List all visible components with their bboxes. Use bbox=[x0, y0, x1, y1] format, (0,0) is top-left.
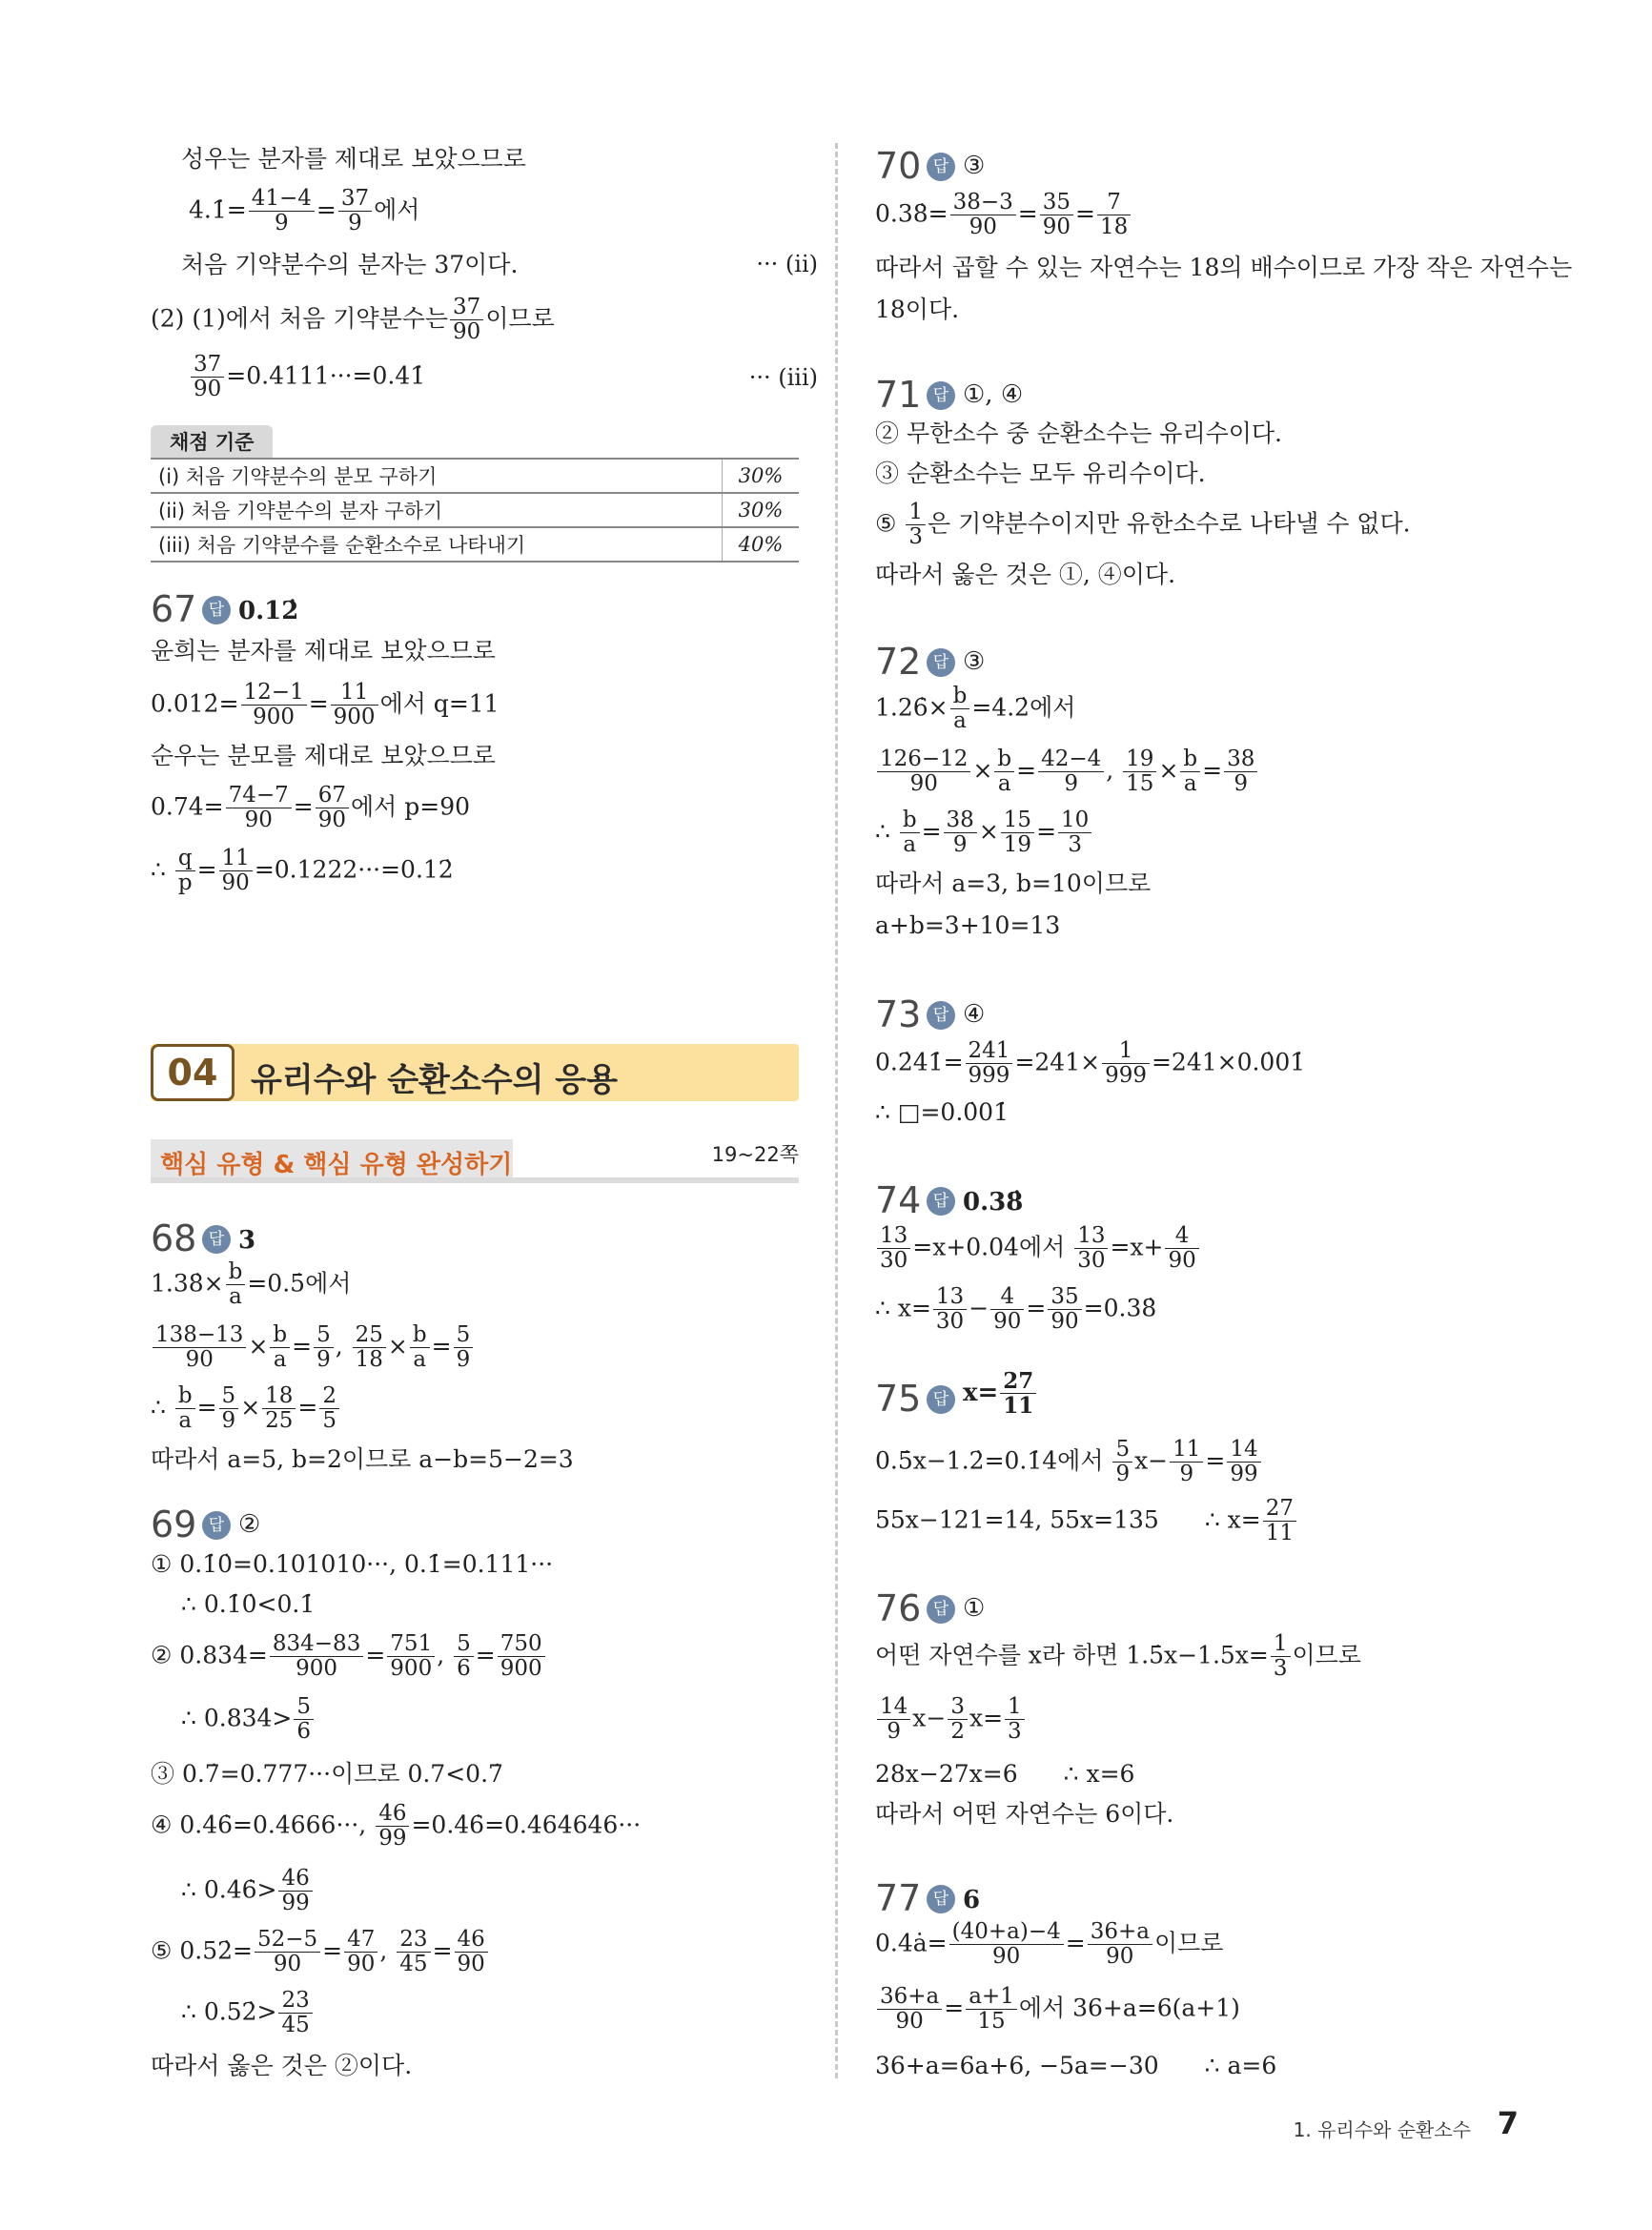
subsection-title: 핵심 유형 & 핵심 유형 완성하기 bbox=[160, 1151, 513, 1179]
table-row: (i) 처음 기약분수의 분모 구하기 30% bbox=[151, 458, 799, 492]
text-line: 따라서 옳은 것은 ①, ④이다. bbox=[875, 561, 1176, 588]
answer: 0.12̇ bbox=[238, 597, 299, 625]
equation-line: ∴ $\frac{q}{p}$ = $\frac{11}{90}$ =0.1222···=0.12̇ bbox=[151, 846, 454, 896]
equation-line: $\frac{13}{30}$ =x+0.04̇에서 $\frac{13}{30}$ =x+ $\frac{4}{90}$ bbox=[875, 1224, 1201, 1274]
equation-line: 0.74̇= $\frac{74-7}{90}$ = $\frac{67}{90}$ 에서 p=90 bbox=[151, 783, 471, 833]
equation-line: 0.38̇= $\frac{38-3}{90}$ = $\frac{35}{90}$ = $\frac{7}{18}$ bbox=[875, 191, 1132, 240]
text-line: ② 무한소수 중 순환소수는 유리수이다. bbox=[875, 419, 1282, 447]
text-line: ③ 0.7̇=0.777···이므로 0.7<0.7̇ bbox=[151, 1760, 503, 1788]
chapter-footer: 1. 유리수와 순환소수 bbox=[1293, 2118, 1471, 2141]
text-line: a+b=3+10=13 bbox=[875, 911, 1061, 939]
equation-line: ⑤ $\frac{1}{3}$ 은 기약분수이지만 유한소수로 나타낼 수 없다. bbox=[875, 500, 1411, 550]
text-line: 따라서 곱할 수 있는 자연수는 18의 배수이므로 가장 작은 자연수는 bbox=[875, 254, 1573, 281]
answer-badge: 답 bbox=[927, 648, 955, 677]
equation-line: 1.26̇× $\frac{b}{a}$ =4.2̇에서 bbox=[875, 684, 1076, 734]
problem-number: 69 bbox=[151, 1504, 197, 1545]
equation-line: ∴ 0.834̇> $\frac{5}{6}$ bbox=[181, 1695, 316, 1745]
answer-badge: 답 bbox=[927, 153, 955, 181]
left-column bbox=[151, 0, 818, 2230]
text-line: 따라서 어떤 자연수는 6이다. bbox=[875, 1800, 1174, 1828]
problem-number: 71 bbox=[875, 374, 922, 416]
problem-number: 67 bbox=[151, 588, 197, 630]
answer: x= $\frac{27}{11}$ bbox=[963, 1369, 1038, 1419]
text-line: ∴ 0.1̇0̇<0.1̇ bbox=[181, 1590, 316, 1618]
answer-badge: 답 bbox=[927, 1885, 955, 1913]
answer: 6 bbox=[963, 1886, 981, 1914]
equation-line: ② 0.834̇= $\frac{834-83}{900}$ = $\frac{751}{900}$ , $\frac{5}{6}$ = $\frac{750}{900}$ bbox=[151, 1632, 547, 1682]
answer: ①, ④ bbox=[963, 380, 1024, 409]
step-tag: ··· (ii) bbox=[756, 251, 818, 277]
answer: ① bbox=[963, 1594, 986, 1623]
step-tag: ··· (iii) bbox=[748, 364, 818, 391]
answer: ④ bbox=[963, 1000, 986, 1029]
answer: 3 bbox=[238, 1226, 256, 1255]
subsection-bar bbox=[151, 1139, 799, 1183]
equation-line: $\frac{126-12}{90}$ × $\frac{b}{a}$ = $\frac{42-4}{9}$ , $\frac{19}{15}$ × $\frac{b}{a}$ = $\frac{38}{9}$ bbox=[875, 747, 1259, 797]
equation-line: 0.012̇= $\frac{12-1}{900}$ = $\frac{11}{900}$ 에서 q=11 bbox=[151, 680, 500, 730]
text-line: ① 0.1̇0̇=0.101010···, 0.1̇=0.111··· bbox=[151, 1550, 554, 1578]
section-header bbox=[151, 1044, 799, 1101]
equation-line: 0.4ȧ= $\frac{(40+a)-4}{90}$ = $\frac{36+a}{90}$ 이므로 bbox=[875, 1919, 1224, 1970]
section-title: 유리수와 순환소수의 응용 bbox=[251, 1061, 618, 1099]
table-row: (iii) 처음 기약분수를 순환소수로 나타내기 40% bbox=[151, 526, 799, 563]
text-line: 따라서 a=5, b=2이므로 a−b=5−2=3 bbox=[151, 1445, 574, 1473]
text-line: 따라서 a=3, b=10이므로 bbox=[875, 869, 1152, 897]
equation-line: 28x−27x=6 ∴ x=6 bbox=[875, 1760, 1135, 1788]
right-column bbox=[875, 0, 1573, 2230]
equation-line: 1.38̇× $\frac{b}{a}$ =0.5̇에서 bbox=[151, 1259, 352, 1310]
answer-badge: 답 bbox=[927, 1595, 955, 1624]
answer-badge: 답 bbox=[927, 1001, 955, 1030]
page-range: 19~22쪽 bbox=[711, 1143, 799, 1166]
answer-badge: 답 bbox=[927, 1385, 955, 1414]
column-divider bbox=[835, 143, 838, 2078]
equation-line: ⑤ 0.52̇= $\frac{52-5}{90}$ = $\frac{47}{90}$ , $\frac{23}{45}$ = $\frac{46}{90}$ bbox=[151, 1928, 490, 1977]
problem-number: 76 bbox=[875, 1587, 922, 1629]
text-line: ∴ □=0.0̇01̇ bbox=[875, 1098, 1009, 1126]
equation-line: ∴ $\frac{b}{a}$ = $\frac{5}{9}$ × $\frac{18}{25}$ = $\frac{2}{5}$ bbox=[151, 1384, 341, 1434]
text-line: ③ 순환소수는 모두 유리수이다. bbox=[875, 460, 1206, 487]
text-line: 순우는 분모를 제대로 보았으므로 bbox=[151, 742, 496, 769]
page-number: 7 bbox=[1497, 2105, 1519, 2141]
answer: 0.38̇ bbox=[963, 1188, 1024, 1217]
table-row: (ii) 처음 기약분수의 분자 구하기 30% bbox=[151, 492, 799, 526]
equation-line: $\frac{36+a}{90}$ = $\frac{a+1}{15}$ 에서 36+a=6(a+1) bbox=[875, 1985, 1240, 2035]
answer-badge: 답 bbox=[927, 381, 955, 410]
equation-line: $\frac{14}{9}$ x− $\frac{3}{2}$ x= $\frac{1}{3}$ bbox=[875, 1695, 1027, 1745]
grading-table bbox=[151, 425, 799, 563]
section-number: 04 bbox=[151, 1044, 235, 1101]
equation-line: ∴ 0.46̇> $\frac{46}{99}$ bbox=[181, 1867, 315, 1916]
answer-badge: 답 bbox=[202, 1225, 231, 1254]
equation-line: ∴ $\frac{b}{a}$ = $\frac{38}{9}$ × $\frac{15}{19}$ = $\frac{10}{3}$ bbox=[875, 808, 1093, 858]
equation-line: ④ 0.46̇=0.4666···, $\frac{46}{99}$ =0.4̇6̇=0.464646··· bbox=[151, 1801, 642, 1852]
answer: ③ bbox=[963, 152, 986, 180]
text-line: 처음 기약분수의 분자는 37이다. bbox=[181, 251, 519, 278]
problem-number: 70 bbox=[875, 145, 922, 187]
equation-line: ∴ x= $\frac{13}{30}$ − $\frac{4}{90}$ = $\frac{35}{90}$ =0.38̇ bbox=[875, 1284, 1157, 1335]
answer: ③ bbox=[963, 647, 986, 676]
problem-number: 75 bbox=[875, 1378, 922, 1420]
equation-line: 어떤 자연수를 x라 하면 1.5̇x−1.5x= $\frac{1}{3}$ 이므로 bbox=[875, 1631, 1361, 1682]
equation-line: 0.2̇41̇= $\frac{241}{999}$ =241× $\frac{1}{999}$ =241×0.0̇01̇ bbox=[875, 1038, 1306, 1089]
answer-badge: 답 bbox=[202, 1511, 231, 1540]
answer-badge: 답 bbox=[202, 596, 231, 624]
equation-line: 0.5̇x−1.2̇=0.1̇4̇에서 $\frac{5}{9}$ x− $\frac{11}{9}$ = $\frac{14}{99}$ bbox=[875, 1438, 1263, 1487]
answer-badge: 답 bbox=[927, 1187, 955, 1216]
equation-line: 4.1̇= $\frac{41-4}{9}$ = $\frac{37}{9}$ 에서 bbox=[189, 186, 420, 236]
answer: ② bbox=[238, 1510, 261, 1539]
equation-line: (2) (1)에서 처음 기약분수는 $\frac{37}{90}$ 이므로 bbox=[151, 295, 555, 345]
problem-number: 73 bbox=[875, 993, 922, 1035]
text-line: 윤희는 분자를 제대로 보았으므로 bbox=[151, 637, 496, 665]
equation-line: $\frac{138-13}{90}$ × $\frac{b}{a}$ = $\frac{5}{9}$ , $\frac{25}{18}$ × $\frac{b}{a}$ = $\frac{5}{9}$ bbox=[151, 1323, 475, 1373]
text-line: 따라서 옳은 것은 ②이다. bbox=[151, 2052, 413, 2079]
grading-header: 채점 기준 bbox=[151, 425, 273, 458]
problem-number: 72 bbox=[875, 641, 922, 683]
equation-line: $\frac{37}{90}$ =0.4111···=0.41̇ bbox=[189, 353, 425, 402]
text-line: 18이다. bbox=[875, 296, 960, 323]
text-line: 성우는 분자를 제대로 보았으므로 bbox=[181, 145, 526, 173]
problem-number: 68 bbox=[151, 1217, 197, 1259]
problem-number: 77 bbox=[875, 1877, 922, 1919]
equation-line: 36+a=6a+6, −5a=−30 ∴ a=6 bbox=[875, 2052, 1277, 2079]
equation-line: 55x−121=14, 55x=135 ∴ x= $\frac{27}{11}$ bbox=[875, 1497, 1298, 1546]
equation-line: ∴ 0.52̇> $\frac{23}{45}$ bbox=[181, 1989, 315, 2038]
problem-number: 74 bbox=[875, 1179, 922, 1221]
